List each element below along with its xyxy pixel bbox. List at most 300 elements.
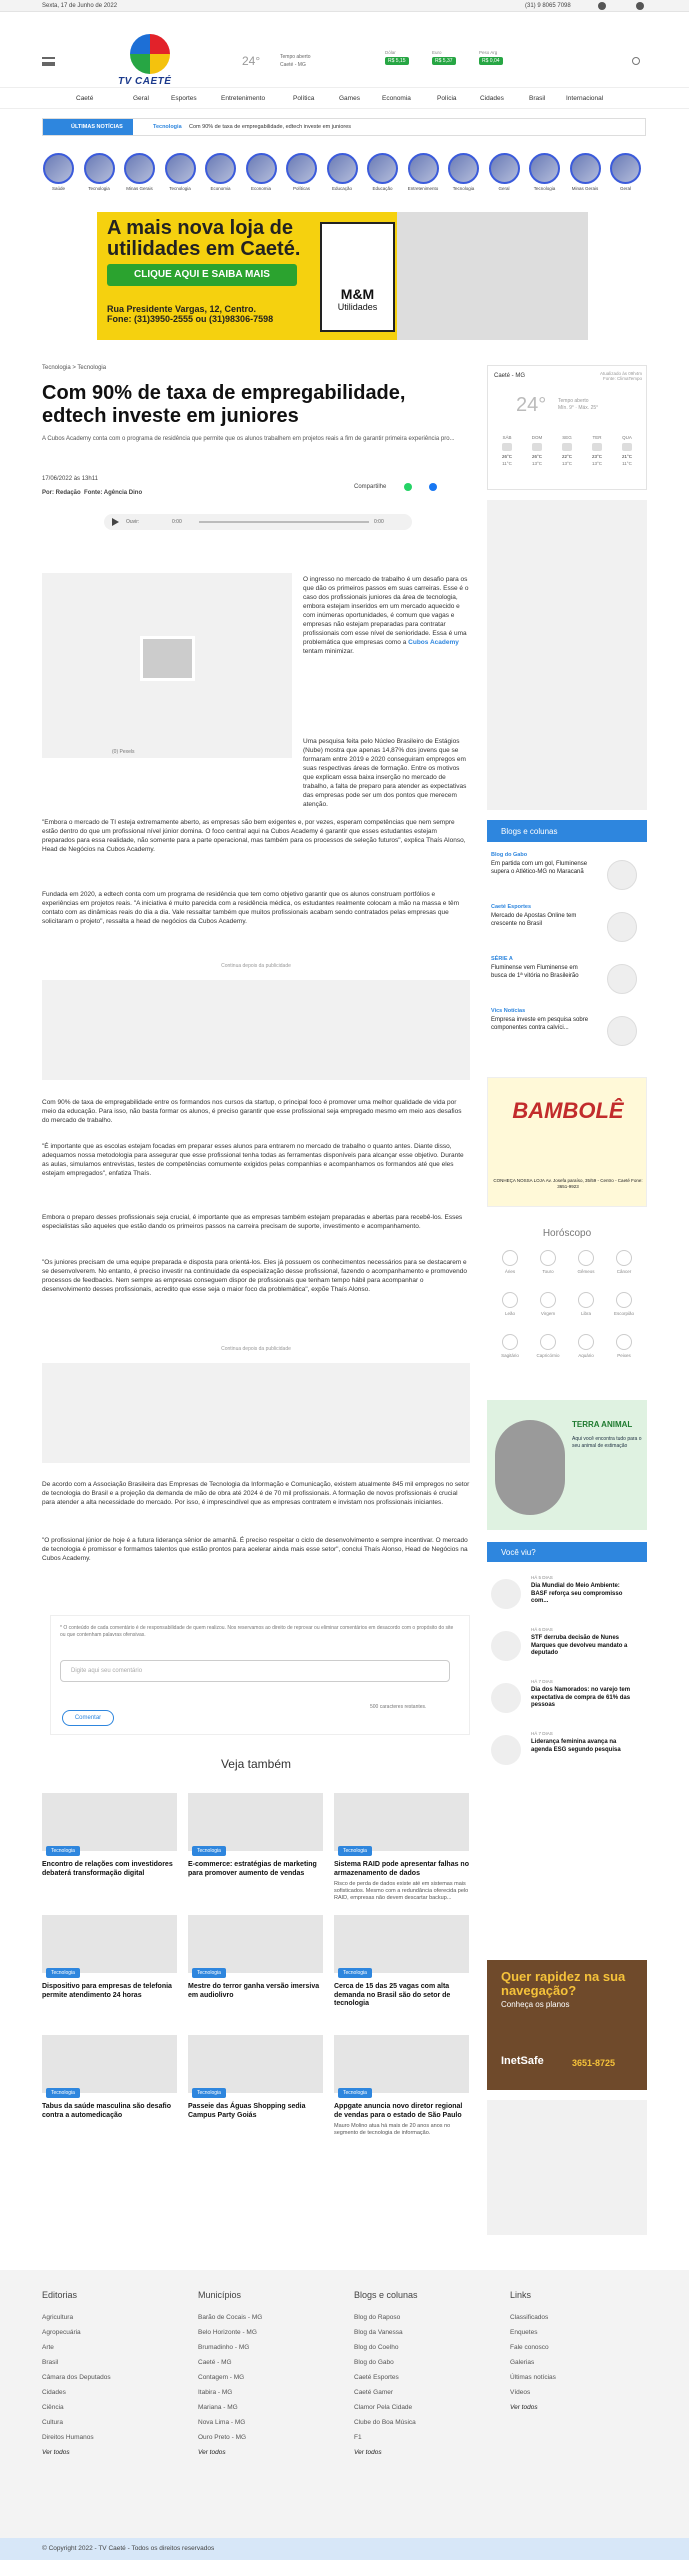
story-item[interactable] [123, 153, 156, 193]
story-label: Tecnologia [452, 186, 475, 191]
horoscope-heading: Horóscopo [542, 1228, 592, 1239]
copyright: © Copyright 2022 - TV Caeté - Todos os direitos reservados [0, 2538, 689, 2560]
related-tag[interactable]: Tecnologia [338, 2088, 372, 2098]
related-card[interactable] [42, 2035, 177, 2120]
voce-date: HÁ 6 DIAS [531, 1627, 553, 1632]
bambole-ad[interactable] [487, 1077, 647, 1207]
footer-link[interactable]: Enquetes [510, 2329, 538, 2336]
voce-thumb[interactable] [491, 1579, 521, 1609]
latest-news-category[interactable]: Tecnologia [153, 124, 182, 130]
latest-news-label: ÚLTIMAS NOTÍCIAS [43, 119, 133, 135]
related-image[interactable] [334, 2035, 469, 2096]
horoscope-sign[interactable] [605, 1292, 643, 1316]
footer-link[interactable]: Cidades [42, 2389, 66, 2396]
article-subtitle: A Cubos Academy conta com o programa de residência que permite que os alunos trabalhem em projetos reais a fim de garantir primeira experiência pro... [42, 436, 455, 442]
forecast-max: 23°C [591, 454, 603, 459]
story-item[interactable] [488, 153, 521, 193]
voce-viu-item[interactable] [491, 1627, 641, 1675]
related-image[interactable] [188, 1793, 323, 1854]
cloud-icon [622, 443, 632, 451]
inet-brand: InetSafe [501, 2055, 544, 2067]
footer-link[interactable]: Clube do Boa Música [354, 2419, 416, 2426]
forecast-max: 22°C [561, 454, 573, 459]
related-image[interactable] [188, 1915, 323, 1976]
blog-headline[interactable]: Mercado de Apostas Online tem crescente no Brasil [491, 913, 577, 927]
related-image[interactable] [334, 1793, 469, 1854]
footer-column [42, 2290, 192, 2456]
footer-link[interactable]: Itabira - MG [198, 2389, 233, 2396]
article-paragraph: Fundada em 2020, a edtech conta com um programa de residência que tem como objetivo garantir que os alunos construam portfólios e experiências em projetos reais. "A iniciativa é muito parecida com a residência médica, os estudantes realmente colocam a mão na massa e têm contato com as dinâmicas reais do dia a dia. Vale ressaltar também que muitos profissionais acabam sendo contratados pelas empresas que solicitaram o projeto", ressalta a head de negócios da Cubos Academy. [42, 891, 460, 925]
whatsapp-icon[interactable] [404, 483, 412, 491]
zodiac-icon[interactable] [540, 1250, 556, 1266]
story-item[interactable] [407, 153, 440, 193]
zodiac-icon[interactable] [540, 1334, 556, 1350]
horoscope-sign[interactable] [605, 1250, 643, 1274]
footer-link[interactable]: Ouro Preto - MG [198, 2434, 247, 2441]
related-tag[interactable]: Tecnologia [338, 1846, 372, 1856]
story-thumb[interactable] [43, 153, 74, 184]
cubos-link[interactable]: Cubos Academy [408, 639, 459, 646]
story-item[interactable] [609, 153, 642, 193]
nav-item[interactable]: Caeté [76, 95, 94, 102]
article-byline: Por: Redação Fonte: Agência Dino [42, 490, 143, 496]
forecast-day-name: QUA [622, 435, 632, 440]
peso-rate: Peso Arg R$ 0,04 [479, 50, 513, 72]
story-thumb[interactable] [570, 153, 601, 184]
related-tag[interactable]: Tecnologia [192, 2088, 226, 2098]
related-title[interactable]: Cerca de 15 das 25 vagas com alta demanda no Brasil são do setor de tecnologia [334, 1983, 451, 2007]
nav-item[interactable]: Internacional [566, 95, 604, 102]
related-image[interactable] [334, 1915, 469, 1976]
story-item[interactable] [447, 153, 480, 193]
sign-name: Escorpião [613, 1311, 634, 1316]
facebook-icon[interactable] [636, 2, 644, 10]
main-nav [0, 87, 689, 109]
footer-link[interactable]: Caeté - MG [198, 2359, 232, 2366]
zodiac-icon[interactable] [578, 1250, 594, 1266]
footer-see-all[interactable]: Ver todos [510, 2404, 538, 2411]
voce-title[interactable]: Dia dos Namorados: no varejo tem expectativa de compra de 61% das pessoas [531, 1687, 631, 1708]
horoscope-sign[interactable] [567, 1334, 605, 1358]
horoscope-sign[interactable] [529, 1334, 567, 1358]
voce-title[interactable]: STF derruba decisão de Nunes Marques que devolveu mandato a deputado [531, 1635, 628, 1656]
voce-viu-item[interactable] [491, 1575, 641, 1623]
voce-thumb[interactable] [491, 1683, 521, 1713]
related-title[interactable]: Dispositivo para empresas de telefonia permite atendimento 24 horas [42, 1983, 172, 1999]
ad-cta-button[interactable]: CLIQUE AQUI E SAIBA MAIS [107, 264, 297, 286]
blog-avatar[interactable] [607, 964, 637, 994]
sign-name: Câncer [616, 1269, 632, 1274]
related-tag[interactable]: Tecnologia [46, 1968, 80, 1978]
story-thumb[interactable] [246, 153, 277, 184]
horoscope-sign[interactable] [491, 1250, 529, 1274]
footer-link[interactable]: Blog do Coelho [354, 2344, 399, 2351]
story-item[interactable] [245, 153, 278, 193]
footer-link[interactable]: Ciência [42, 2404, 64, 2411]
forecast-min: 11°C [622, 461, 632, 466]
menu-icon[interactable] [42, 57, 55, 66]
article-paragraph: Com 90% de taxa de empregabilidade entre os formandos nos cursos da startup, o principal foco é promover uma melhor qualidade de vida por meio da educação. Para isso, não basta formar os alunos, é preciso garantir que esse profissional seja empregado mesmo em meio aos desafios do mercado de trabalho. [42, 1099, 462, 1124]
voce-title[interactable]: Liderança feminina avança na agenda ESG segundo pesquisa [531, 1739, 621, 1753]
nav-item[interactable]: Cidades [480, 95, 504, 102]
voce-thumb[interactable] [491, 1735, 521, 1765]
ad-label: Continua depois da publicidade [221, 1346, 291, 1352]
ad-store-photo [397, 212, 588, 340]
related-tag[interactable]: Tecnologia [192, 1846, 226, 1856]
inetsafe-ad[interactable] [487, 1960, 647, 2090]
char-count: 500 caracteres restantes. [370, 1704, 427, 1710]
sidebar-ad[interactable] [487, 2100, 647, 2235]
cloud-icon [592, 443, 602, 451]
blog-name[interactable]: Blog do Gabo [491, 852, 528, 858]
play-icon[interactable] [112, 518, 119, 526]
horoscope-sign[interactable] [567, 1292, 605, 1316]
story-thumb[interactable] [205, 153, 236, 184]
article-paragraph: "É importante que as escolas estejam focadas em preparar esses alunos para entrarem no mercado de trabalho o quanto antes. Diante disso, adequamos nossa metodologia para assegurar que esse profissional tenha todas as ferramentas disponíveis para alcançar esse objetivo. Durante as aulas, simulamos entrevistas, testes de competências comumente exigidos pelas companhias e acompanhamos os formandos até que eles estejam empregados", enfatiza Thaís. [42, 1143, 464, 1177]
voce-viu-heading: Você viu? [487, 1542, 647, 1562]
footer-link[interactable]: Caeté Esportes [354, 2374, 399, 2381]
weather-city: Caeté - MG [280, 62, 306, 68]
story-thumb[interactable] [286, 153, 317, 184]
story-thumb[interactable] [84, 153, 115, 184]
forecast-day-name: SEG [562, 435, 572, 440]
blog-item[interactable] [491, 852, 641, 902]
bambole-text: CONHEÇA NOSSA LOJA Av. Josefa paraíso, 35/59 - Centro - Caeté Fone: 3651-9923 [493, 1178, 643, 1189]
top-bar [0, 0, 689, 12]
nav-item[interactable]: Economia [382, 95, 411, 102]
footer-link[interactable]: Direitos Humanos [42, 2434, 94, 2441]
voce-title[interactable]: Dia Mundial do Meio Ambiente: BASF reforça seu compromisso com... [531, 1583, 623, 1604]
footer-link[interactable]: Mariana - MG [198, 2404, 238, 2411]
comments-note: * O conteúdo de cada comentário é de responsabilidade de quem realizou. Nos reservamos ao direito de reprovar ou eliminar comentários em desacordo com o propósito do site ou que contenham palavras ofensivas. [60, 1625, 454, 1638]
blog-item[interactable] [491, 956, 641, 1006]
story-item[interactable] [366, 153, 399, 193]
dollar-rate: Dólar R$ 5,15 [385, 50, 419, 72]
story-label: Minas Gerais [126, 186, 153, 191]
article-image[interactable] [42, 573, 292, 758]
forecast-min: 13°C [591, 461, 603, 466]
footer-link[interactable]: Barão de Cocais - MG [198, 2314, 263, 2321]
footer-link[interactable]: Vídeos [510, 2389, 531, 2396]
zodiac-icon[interactable] [616, 1250, 632, 1266]
site-header [0, 12, 689, 87]
article-paragraph: "Os juniores precisam de uma equipe preparada e disposta para orientá-los. Eles já possuem os conhecimentos necessários para se destacarem e se desenvolverem. No entanto, é preciso investir na continuidade da especialização desse profissional, fazendo o acompanhamento e promovendo processos de feedbacks. Nem sempre as empresas conseguem dispor de profissionais que tenham tempo hábil para acompanhar o desenvolvimento desses profissionais, acredito que esse seja o maior foco da problemática", expõe Thaís Alonso. [42, 1259, 467, 1293]
story-thumb[interactable] [448, 153, 479, 184]
voce-thumb[interactable] [491, 1631, 521, 1661]
story-label: Saúde [51, 186, 65, 191]
cloud-icon [532, 443, 542, 451]
ad-address: Rua Presidente Vargas, 12, Centro. Fone: (31)3950-2555 ou (31)98306-7598 [107, 304, 274, 324]
logo-text[interactable]: TV CAETÉ [118, 76, 172, 87]
article-paragraph: "Embora o mercado de TI esteja extremamente aberto, as empresas são bem exigentes e, por vezes, esperam competências que nem sempre estão dentro do que um profissional nível júnior domina. O foco central aqui na Cubos Academy é garantir que esses estudantes estejam preparados para essa realidade, não somente para a parte operacional, mas também para os processos de seleção futuros", explica Thaís Alonso, Head de Negócios na Cubos Academy. [42, 819, 466, 853]
horoscope-sign[interactable] [529, 1292, 567, 1316]
story-thumb[interactable] [165, 153, 196, 184]
inet-sub: Conheça os planos [501, 2000, 570, 2009]
related-card[interactable] [188, 1793, 323, 1878]
story-thumb[interactable] [327, 153, 358, 184]
zodiac-icon[interactable] [616, 1292, 632, 1308]
story-item[interactable] [42, 153, 75, 193]
footer-link[interactable]: Classificados [510, 2314, 549, 2321]
footer-link[interactable]: Clamor Pela Cidade [354, 2404, 413, 2411]
article-date: 17/06/2022 às 13h11 [42, 476, 98, 482]
facebook-share-icon[interactable] [429, 483, 437, 491]
related-title[interactable]: Tabus da saúde masculina são desafio contra a automedicação [42, 2103, 172, 2119]
forecast-day [494, 434, 520, 467]
blog-item[interactable] [491, 904, 641, 954]
footer-heading: Blogs e colunas [354, 2290, 418, 2300]
nav-item[interactable]: Games [339, 95, 360, 102]
footer-see-all[interactable]: Ver todos [42, 2449, 70, 2456]
share-label: Compartilhe [354, 484, 387, 490]
footer-column [198, 2290, 348, 2456]
weather-widget [242, 54, 311, 68]
forecast-min: 13°C [531, 461, 543, 466]
zodiac-icon[interactable] [578, 1292, 594, 1308]
horoscope-sign[interactable] [491, 1292, 529, 1316]
euro-rate: Euro R$ 5,37 [432, 50, 466, 72]
sign-name: Touro [542, 1269, 554, 1274]
zodiac-icon[interactable] [616, 1334, 632, 1350]
zodiac-icon[interactable] [502, 1334, 518, 1350]
audio-progress-bar[interactable] [199, 521, 369, 523]
forecast-day-name: TER [592, 435, 602, 440]
story-label: Entretenimento [407, 186, 439, 191]
footer-link[interactable]: Caeté Gamer [354, 2389, 394, 2396]
blog-avatar[interactable] [607, 912, 637, 942]
footer-heading: Editorias [42, 2290, 78, 2300]
story-label: Tecnologia [169, 186, 191, 191]
related-card[interactable] [188, 2035, 323, 2120]
horoscope-sign[interactable] [567, 1250, 605, 1274]
story-label: Políticas [292, 186, 310, 191]
voce-viu-item[interactable] [491, 1731, 641, 1779]
blog-avatar[interactable] [607, 1016, 637, 1046]
cat-image [495, 1420, 565, 1515]
related-title[interactable]: Mestre do terror ganha versão imersiva em audiolivro [188, 1983, 320, 1999]
cloud-icon [502, 443, 512, 451]
weather-box [487, 365, 647, 490]
zodiac-icon[interactable] [502, 1250, 518, 1266]
footer-link[interactable]: Arte [42, 2344, 54, 2351]
footer-link[interactable]: Brumadinho - MG [198, 2344, 250, 2351]
story-item[interactable] [285, 153, 318, 193]
inet-phone: 3651-8725 [572, 2058, 616, 2068]
story-label: Geral [619, 186, 631, 191]
sign-name: Peixes [617, 1353, 631, 1358]
horoscope-sign[interactable] [529, 1250, 567, 1274]
nav-item[interactable]: Esportes [171, 95, 197, 102]
footer-link[interactable]: Galerias [510, 2359, 535, 2366]
story-item[interactable] [164, 153, 197, 193]
footer-link[interactable]: Blog da Vanessa [354, 2329, 403, 2336]
forecast-max: 21°C [621, 454, 633, 459]
comment-input[interactable]: Digite aqui seu comentário [60, 1660, 450, 1682]
sidebar-ad[interactable] [487, 500, 647, 810]
story-item[interactable] [569, 153, 602, 193]
breadcrumb[interactable]: Tecnologia > Tecnologia [42, 365, 107, 371]
terra-animal-ad[interactable] [487, 1400, 647, 1530]
footer-link[interactable]: Cultura [42, 2419, 63, 2426]
story-thumb[interactable] [610, 153, 641, 184]
forecast-max: 26°C [501, 454, 513, 459]
sign-name: Capricórnio [536, 1353, 560, 1358]
ad-headline: A mais nova loja de utilidades em Caeté. [107, 217, 301, 260]
footer-see-all[interactable]: Ver todos [354, 2449, 382, 2456]
blog-headline[interactable]: Fluminense vem Fluminense em busca de 1ª vitória no Brasileirão [491, 965, 579, 979]
sign-name: Sagitário [501, 1353, 519, 1358]
weather-temp: 24° [242, 54, 261, 68]
related-image[interactable] [188, 2035, 323, 2096]
sign-name: Áries [504, 1269, 516, 1274]
footer-see-all[interactable]: Ver todos [198, 2449, 226, 2456]
story-item[interactable] [83, 153, 116, 193]
related-tag[interactable]: Tecnologia [192, 1968, 226, 1978]
current-date: Sexta, 17 de Junho de 2022 [42, 3, 118, 9]
article-paragraph: Embora o preparo desses profissionais seja crucial, é importante que as empresas também estejam preparadas e abertas para recebê-los. Esses especialistas são aqueles que estão dando os primeiros passos na carreira precisam de suporte, investimento e acompanhamento. [42, 1214, 463, 1230]
related-title[interactable]: E-commerce: estratégias de marketing para promover aumento de vendas [188, 1861, 317, 1877]
terra-text: Aqui você encontra tudo para o seu animal de estimação [572, 1436, 642, 1449]
audio-label: Ouvir: [126, 519, 140, 525]
comment-button[interactable]: Comentar [62, 1710, 114, 1726]
related-card[interactable] [42, 1793, 177, 1878]
blog-headline[interactable]: Em partida com um gol, Fluminense supera o Atlético-MG no Maracanã [491, 861, 588, 875]
story-thumb[interactable] [408, 153, 439, 184]
footer-link[interactable]: Nova Lima - MG [198, 2419, 246, 2426]
story-item[interactable] [326, 153, 359, 193]
related-image[interactable] [42, 2035, 177, 2096]
image-placeholder-icon [140, 636, 195, 681]
related-card[interactable] [334, 1915, 469, 2009]
story-label: Tecnologia [88, 186, 110, 191]
story-thumb[interactable] [124, 153, 155, 184]
nav-item[interactable]: Polícia [437, 95, 457, 102]
footer-link[interactable]: Blog do Gabo [354, 2359, 394, 2366]
weather-updated: Atualizado às 09h4m Fonte: ClimaTempo [599, 371, 642, 381]
footer-link[interactable]: Agropecuária [42, 2329, 81, 2336]
terra-logo: TERRA ANIMAL [572, 1420, 633, 1429]
sign-name: Aquário [578, 1353, 594, 1358]
article-paragraph: O ingresso no mercado de trabalho é um desafio para os que dão os primeiros passos em suas carreiras. Esse é o caso dos profissionais juniores da área de tecnologia, embora estejam inseridos em um mercado aquecido e com inúmeras oportunidades, é comum que vagas e empresas não estejam preparadas para contratar profissionais com esse nível de senioridade. Essa é uma problemática que empresas como a Cubos Academy tentam minimizar. [303, 576, 469, 655]
forecast-day [524, 434, 550, 467]
blog-item[interactable] [491, 1008, 641, 1058]
weather-city: Caeté - MG [494, 373, 526, 379]
forecast-day [554, 434, 580, 467]
footer-link[interactable]: Últimas notícias [510, 2374, 556, 2381]
related-image[interactable] [42, 1915, 177, 1976]
story-label: Educação [331, 186, 352, 191]
blog-headline[interactable]: Empresa investe em pesquisa sobre componentes contra calvíci... [491, 1017, 589, 1031]
blog-avatar[interactable] [607, 860, 637, 890]
story-item[interactable] [204, 153, 237, 193]
related-tag[interactable]: Tecnologia [46, 2088, 80, 2098]
zodiac-icon[interactable] [540, 1292, 556, 1308]
story-thumb[interactable] [489, 153, 520, 184]
logo-icon[interactable] [130, 34, 170, 74]
article-paragraph: De acordo com a Associação Brasileira das Empresas de Tecnologia da Informação e Comunicação, existem atualmente 845 mil empregos no setor de tecnologia do Brasil e a projeção da demanda de mão de obra até 2024 é de 70 mil profissionais. A formação de novos profissionais é crucial para atender a alta necessidade do mercado. Por isso, é imprescindível que as empresas contratem e invistam nos profissionais iniciantes. [42, 1481, 470, 1506]
article-paragraph: "O profissional júnior de hoje é a futura liderança sênior de amanhã. É preciso respeitar o ciclo de desenvolvimento e sempre incentivar. O mercado de tecnologia é promissor e formamos talentos que estão prontos para acelerar ainda mais esse setor", conclui Thaís Alonso, Head de Negócios na Cubos Academy. [42, 1537, 468, 1562]
related-title[interactable]: Appgate anuncia novo diretor regional de vendas para o estado de São Paulo [334, 2103, 463, 2119]
zodiac-icon[interactable] [578, 1334, 594, 1350]
zodiac-icon[interactable] [502, 1292, 518, 1308]
footer-heading: Links [510, 2290, 532, 2300]
audio-player[interactable] [104, 514, 412, 530]
horoscope-sign[interactable] [491, 1334, 529, 1358]
latest-news-headline[interactable]: Com 90% de taxa de empregabilidade, edtech investe em juniores [189, 124, 352, 130]
related-card[interactable] [188, 1915, 323, 2000]
blog-name[interactable]: Caeté Esportes [491, 904, 532, 910]
nav-item[interactable]: Política [293, 95, 315, 102]
related-card[interactable] [334, 2035, 469, 2137]
footer-link[interactable]: Contagem - MG [198, 2374, 245, 2381]
blog-name[interactable]: SÉRIE A [491, 956, 513, 962]
related-title[interactable]: Encontro de relações com investidores debaterá transformação digital [42, 1861, 173, 1877]
horoscope-sign[interactable] [605, 1334, 643, 1358]
related-card[interactable] [334, 1793, 469, 1902]
related-heading: Veja também [220, 1757, 292, 1771]
footer-link[interactable]: Blog do Raposo [354, 2314, 401, 2321]
top-ad-banner[interactable] [97, 212, 588, 340]
story-label: Economia [210, 186, 231, 191]
voce-viu-item[interactable] [491, 1679, 641, 1727]
footer-link[interactable]: Fale conosco [510, 2344, 549, 2351]
story-item[interactable] [528, 153, 561, 193]
latest-news-bar[interactable] [42, 118, 646, 136]
story-label: Economia [250, 186, 271, 191]
nav-item[interactable]: Entretenimento [221, 95, 266, 102]
ad-brand-logo: M&M Utilidades [320, 222, 395, 332]
audio-total: 0:00 [374, 519, 384, 525]
instagram-icon[interactable] [598, 2, 606, 10]
story-label: Minas Gerais [571, 186, 599, 191]
sign-name: Virgem [540, 1311, 556, 1316]
inline-ad[interactable] [42, 1363, 470, 1463]
footer-link[interactable]: F1 [354, 2434, 362, 2441]
story-label: Educação [372, 186, 393, 191]
forecast-day-name: SÁB [502, 435, 512, 440]
footer-link[interactable]: Brasil [42, 2359, 59, 2366]
voce-date: HÁ 7 DIAS [531, 1731, 553, 1736]
nav-item[interactable]: Brasil [529, 95, 546, 102]
story-thumb[interactable] [529, 153, 560, 184]
footer-link[interactable]: Agricultura [42, 2314, 74, 2321]
weather-condition: Tempo aberto [280, 54, 311, 60]
related-desc: Risco de perda de dados existe até em sistemas mais sofisticados. Mesmo com a redundância oferecida pelo RAID, empresas não devem descartar backup... [334, 1881, 469, 1901]
nav-item[interactable]: Geral [133, 95, 149, 102]
forecast-day [584, 434, 610, 467]
blog-name[interactable]: Vics Notícias [491, 1008, 526, 1014]
sign-name: Gêmeos [577, 1269, 595, 1274]
related-title[interactable]: Sistema RAID pode apresentar falhas no armazenamento de dados [334, 1861, 469, 1877]
inet-title: Quer rapidez na sua navegação? [501, 1969, 626, 1998]
related-image[interactable] [42, 1793, 177, 1854]
footer-link[interactable]: Belo Horizonte - MG [198, 2329, 257, 2336]
related-title[interactable]: Passeie das Águas Shopping sedia Campus Party Goiás [188, 2103, 306, 2119]
phone-number[interactable]: (31) 9 8065 7098 [525, 3, 571, 9]
weather-temp: 24° [516, 394, 547, 416]
related-card[interactable] [42, 1915, 177, 2000]
search-icon[interactable] [632, 57, 640, 65]
inline-ad[interactable] [42, 980, 470, 1080]
footer-link[interactable]: Câmara dos Deputados [42, 2374, 111, 2381]
forecast-day-name: DOM [531, 435, 543, 440]
related-tag[interactable]: Tecnologia [338, 1968, 372, 1978]
related-tag[interactable]: Tecnologia [46, 1846, 80, 1856]
bambole-logo: BAMBOLÊ [512, 1098, 624, 1123]
footer-column [354, 2290, 504, 2456]
forecast-min: 11°C [502, 461, 512, 466]
story-thumb[interactable] [367, 153, 398, 184]
